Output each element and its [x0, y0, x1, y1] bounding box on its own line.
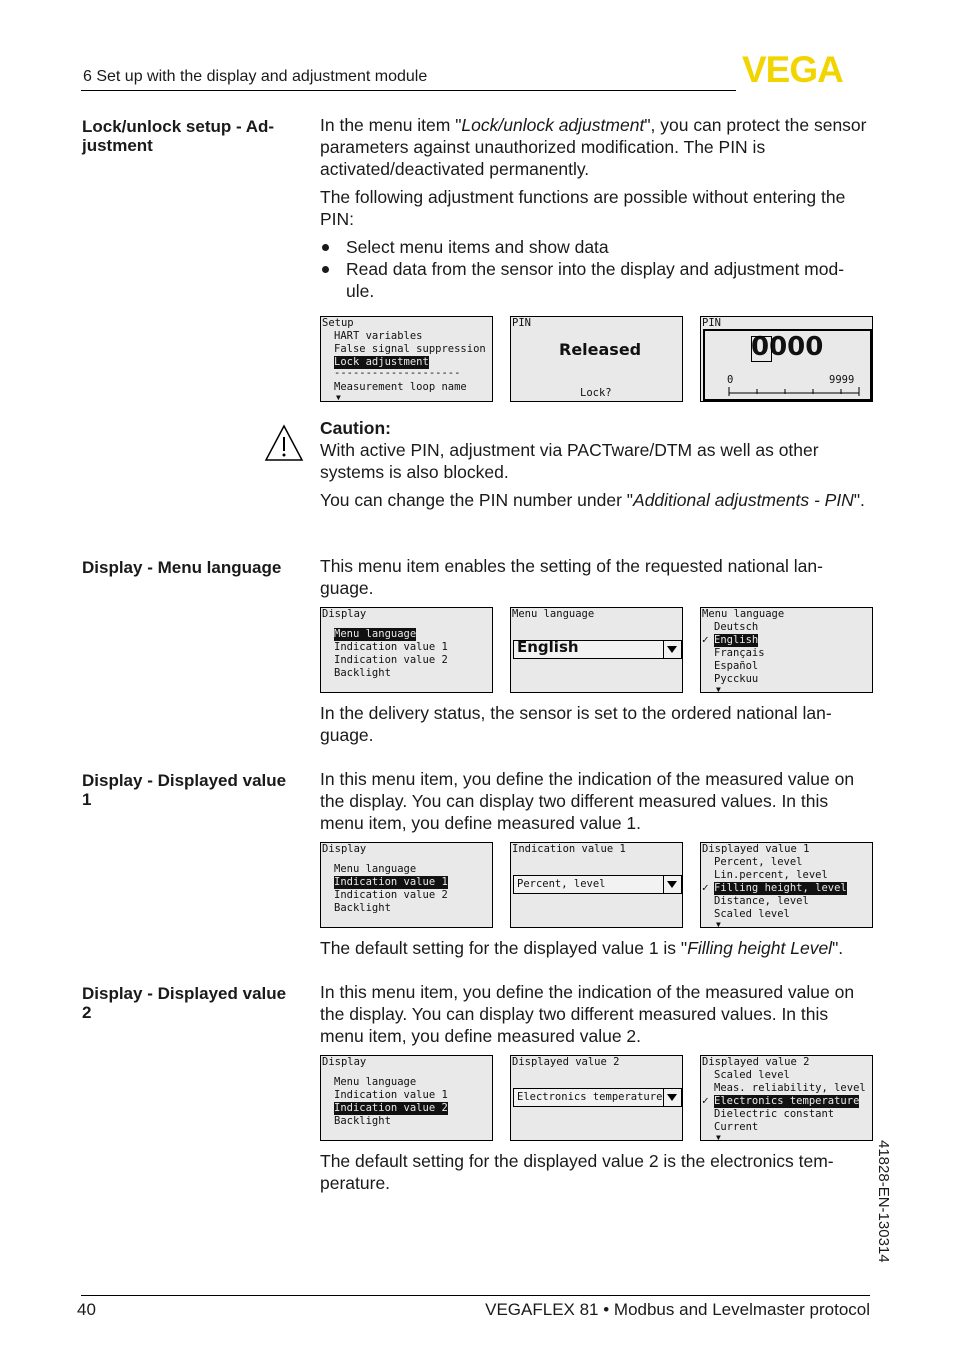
screen-title: Display — [322, 843, 367, 855]
list-item: Select menu items and show data — [320, 236, 870, 258]
screen-display-menu-2 — [320, 842, 493, 928]
language-paragraph-2: In the delivery status, the sensor is set to the ordered national lan-guage. — [320, 703, 832, 745]
list-item: Français — [714, 647, 765, 659]
list-item-selected: Electronics temperature — [714, 1095, 860, 1107]
screen-pin-released — [510, 316, 683, 402]
screen-indication-value2 — [510, 1055, 683, 1141]
screen-indication-value1 — [510, 842, 683, 928]
list-item: Lin.percent, level — [714, 869, 828, 881]
screen-setup-menu — [320, 316, 493, 402]
menu-item: Backlight — [334, 667, 391, 679]
pin-scale — [701, 317, 873, 402]
menu-item: Indication value 1 — [334, 1089, 448, 1101]
caution-block — [320, 417, 870, 517]
screen-pin-entry — [700, 316, 873, 402]
menu-item: Indication value 2 — [334, 889, 448, 901]
screen-display-menu — [320, 607, 493, 693]
section-heading-value1: Display - Displayed value 1 — [82, 771, 287, 809]
list-item: Deutsch — [714, 621, 759, 633]
value1-paragraph-2: The default setting for the displayed value 1 is "Filling height Level". — [320, 938, 844, 958]
value2-paragraph-2: The default setting for the displayed value 2 is the electronics tem-perature. — [320, 1151, 834, 1193]
screen-title: PIN — [512, 317, 531, 329]
screen-title: PIN — [702, 317, 721, 329]
screen-language-select — [510, 607, 683, 693]
menu-item: Measurement loop name — [334, 381, 467, 393]
menu-item: Backlight — [334, 1115, 391, 1127]
screen-title: Menu language — [512, 608, 595, 620]
value2-dropdown — [513, 1088, 682, 1107]
list-item: Meas. reliability, level — [714, 1082, 866, 1094]
dropdown-value: Percent, level — [517, 878, 606, 890]
list-item-selected: Filling height, level — [714, 882, 847, 894]
list-item: Pycckuu — [714, 673, 759, 685]
menu-item-selected: Indication value 2 — [334, 1102, 448, 1114]
pin-scale-max: 9999 — [829, 374, 855, 386]
value2-paragraph-1: In this menu item, you define the indication of the measured value on the display. You can display two different measured values. In this menu item, you define measured value 2. — [320, 982, 855, 1046]
screen-display-menu-3 — [320, 1055, 493, 1141]
screen-language-list — [700, 607, 873, 693]
language-paragraph-1: This menu item enables the setting of the requested national lan-guage. — [320, 556, 823, 598]
language-dropdown — [513, 640, 682, 659]
list-item: Distance, level — [714, 895, 809, 907]
checkmark-icon: ✓ — [702, 881, 709, 894]
menu-item: Menu language — [334, 863, 417, 875]
document-number: 41828-EN-130314 — [875, 1140, 892, 1263]
screen-title: Displayed value 2 — [702, 1056, 810, 1068]
checkmark-icon: ✓ — [702, 633, 709, 646]
dropdown-value: English — [517, 638, 579, 656]
pin-scale-min: 0 — [727, 374, 734, 386]
list-item: Español — [714, 660, 759, 672]
value1-paragraph-1: In this menu item, you define the indication of the measured value on the display. You can display two different measured values. In this menu item, you define measured value 1. — [320, 769, 855, 833]
lock-prompt: Lock? — [580, 387, 612, 399]
menu-item: HART variables — [334, 330, 423, 342]
warning-triangle-icon — [264, 424, 304, 467]
lock-paragraph-1: In the menu item "Lock/unlock adjustment", you can protect the sensor parameters against unauthorized modification. The PIN is activated/deactivated permanently. — [320, 115, 867, 179]
scroll-down-icon: ▼ — [336, 393, 341, 402]
list-item: Read data from the sensor into the display and adjustment mod-ule. — [320, 258, 870, 302]
menu-item: Backlight — [334, 902, 391, 914]
screen-title: Displayed value 1 — [702, 843, 810, 855]
pin-value: 0000 — [751, 332, 824, 362]
caution-text: With active PIN, adjustment via PACTware/DTM as well as other systems is also blocked. — [320, 440, 819, 482]
section-header: 6 Set up with the display and adjustment module — [83, 68, 428, 85]
caution-title: Caution: — [320, 418, 391, 438]
menu-item: Indication value 1 — [334, 641, 448, 653]
screen-value1-list — [700, 842, 873, 928]
header-rule — [81, 90, 736, 91]
page-number: 40 — [77, 1300, 96, 1319]
screen-title: Indication value 1 — [512, 843, 626, 855]
screen-title: Display — [322, 1056, 367, 1068]
screen-value2-list — [700, 1055, 873, 1141]
screen-title: Setup — [322, 317, 354, 329]
menu-item-selected: Lock adjustment — [334, 356, 429, 368]
scroll-down-icon: ▼ — [716, 1133, 721, 1141]
section-heading-lock: Lock/unlock setup - Ad- justment — [82, 117, 275, 155]
list-item: Dielectric constant — [714, 1108, 835, 1120]
lock-paragraph-2: The following adjustment functions are possible without entering the PIN: — [320, 187, 846, 229]
menu-item: Menu language — [334, 1076, 417, 1088]
list-item: Percent, level — [714, 856, 803, 868]
product-name: VEGAFLEX 81 • Modbus and Levelmaster protocol — [485, 1300, 870, 1319]
list-item: Scaled level — [714, 1069, 790, 1081]
screen-title: Displayed value 2 — [512, 1056, 620, 1068]
checkmark-icon: ✓ — [702, 1094, 709, 1107]
screen-title: Menu language — [702, 608, 785, 620]
screen-title: Display — [322, 608, 367, 620]
vega-logo-graphic — [742, 53, 872, 85]
chevron-down-icon — [663, 876, 681, 893]
scroll-down-icon: ▼ — [716, 685, 721, 693]
dropdown-value: Electronics temperature — [517, 1091, 663, 1103]
value1-dropdown — [513, 875, 682, 894]
vega-logo — [742, 53, 872, 90]
footer-rule — [81, 1295, 870, 1296]
list-item: Scaled level — [714, 908, 790, 920]
menu-item: False signal suppression — [334, 343, 486, 355]
list-item-selected: English — [714, 634, 759, 646]
pin-change-text: You can change the PIN number under "Additional adjustments - PIN". — [320, 490, 865, 510]
section-heading-language: Display - Menu language — [82, 558, 282, 577]
chevron-down-icon — [663, 641, 681, 658]
pin-status: Released — [559, 340, 642, 359]
lock-body — [320, 114, 870, 302]
menu-item-selected: Menu language — [334, 628, 417, 640]
lock-bullet-list — [320, 236, 870, 302]
chevron-down-icon — [663, 1089, 681, 1106]
list-item: Current — [714, 1121, 759, 1133]
section-heading-value2: Display - Displayed value 2 — [82, 984, 287, 1022]
menu-item-selected: Indication value 1 — [334, 876, 448, 888]
logo-text: VEGA — [742, 53, 843, 85]
menu-separator: -------------------- — [334, 367, 461, 379]
menu-item: Indication value 2 — [334, 654, 448, 666]
scroll-down-icon: ▼ — [716, 920, 721, 928]
